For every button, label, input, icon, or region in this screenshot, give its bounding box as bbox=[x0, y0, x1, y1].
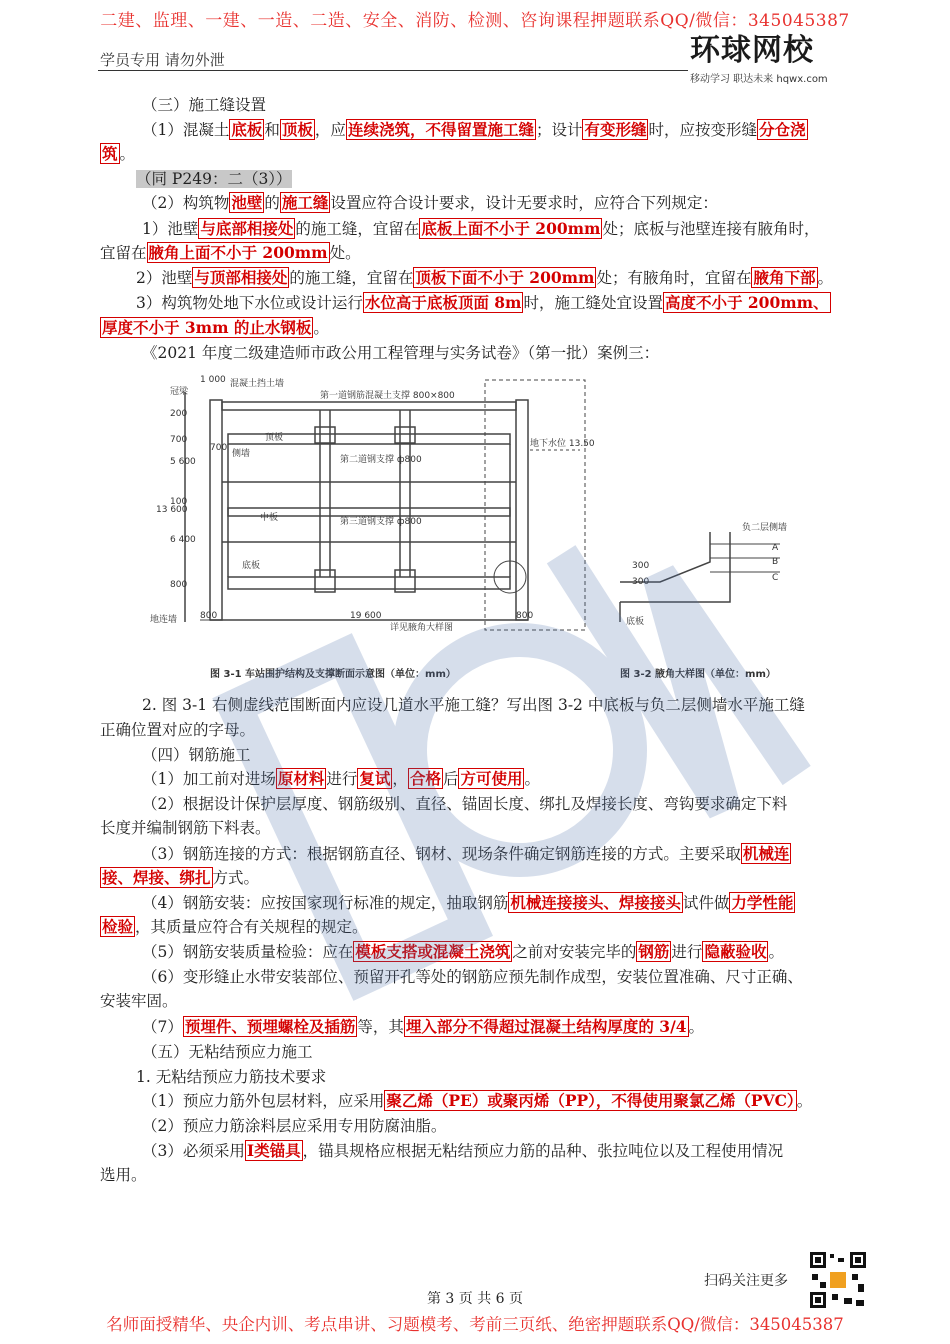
text-run: ，其质量应符合有关规程的规定。 bbox=[135, 918, 368, 936]
text-run: 等，其 bbox=[357, 1018, 404, 1036]
figure-3-2-labels bbox=[626, 521, 787, 627]
paragraph bbox=[100, 916, 870, 938]
dim-label: 6 400 bbox=[170, 535, 196, 545]
highlighted-term: 机械连接接头、焊接接头 bbox=[510, 893, 681, 912]
highlighted-term: 施工缝 bbox=[281, 193, 329, 212]
question-line: 正确位置对应的字母。 bbox=[100, 721, 256, 739]
paragraph bbox=[100, 143, 870, 165]
paragraph: （6）变形缝止水带安装部位、预留开孔等处的钢筋应预先制作成型，安装位置准确、尺寸正确、 bbox=[142, 968, 803, 986]
label-letter-c: C bbox=[772, 573, 779, 583]
paragraph bbox=[100, 1090, 912, 1112]
text-run: （4）钢筋安装：应按国家现行标准的规定，抽取钢筋 bbox=[142, 894, 509, 912]
label-neg2-wall: 负二层侧墙 bbox=[742, 523, 788, 533]
label-detail-ref: 详见腋角大样图 bbox=[390, 623, 454, 633]
bottom-banner: 名师面授精华、央企内训、考点串讲、习题模考、考前三页纸、绝密押题联系QQ/微信：345045387 bbox=[106, 1315, 844, 1334]
label-side-wall: 侧墙 bbox=[232, 449, 251, 459]
text-run: 宜留在 bbox=[100, 244, 147, 262]
highlighted-term: 与顶部相接处 bbox=[194, 268, 288, 287]
highlighted-term: 方可使用 bbox=[460, 769, 523, 788]
paragraph: 安装牢固。 bbox=[100, 992, 178, 1010]
text-run: （同 P249：二（3）） bbox=[136, 170, 292, 188]
label-strut-1: 第一道钢筋混凝土支撑 800×800 bbox=[320, 391, 455, 401]
highlighted-term: 有变形缝 bbox=[584, 120, 647, 139]
highlighted-term: 钢筋 bbox=[638, 942, 670, 961]
text-run: ， bbox=[392, 770, 408, 788]
section-title: （三）施工缝设置 bbox=[142, 96, 267, 114]
text-run: （1）加工前对进场 bbox=[142, 770, 276, 788]
paragraph bbox=[100, 867, 870, 889]
text-run: 方式。 bbox=[212, 869, 260, 887]
figure-caption: 图 3-2 腋角大样图（单位：mm） bbox=[620, 669, 776, 680]
paragraph bbox=[100, 1140, 912, 1162]
subsection-title: 1. 无粘结预应力筋技术要求 bbox=[136, 1068, 327, 1086]
label-letter-b: B bbox=[772, 557, 779, 567]
text-run: 后 bbox=[442, 770, 459, 788]
text-run: 进行 bbox=[326, 770, 358, 788]
label-top-slab: 顶板 bbox=[265, 433, 284, 443]
label-letter-a: A bbox=[772, 543, 779, 553]
highlighted-term: 顶板 bbox=[281, 120, 313, 139]
highlighted-term: 分仓浇 bbox=[759, 120, 806, 139]
highlighted-term: 接、焊接、绑扎 bbox=[102, 868, 211, 887]
text-run: ；设计 bbox=[535, 121, 583, 139]
highlighted-term: 检验 bbox=[102, 917, 134, 936]
dim-label: 19 600 bbox=[350, 611, 382, 621]
paragraph bbox=[100, 218, 912, 240]
highlighted-term: 高度不小于 200mm、 bbox=[664, 293, 829, 312]
reference-note bbox=[100, 168, 906, 190]
text-run: 。 bbox=[119, 145, 136, 163]
dim-label: 300 bbox=[632, 561, 650, 571]
text-run: （2）构筑物 bbox=[142, 194, 230, 212]
highlighted-term: 底板上面不小于 200mm bbox=[421, 219, 601, 238]
highlighted-term: 隐蔽验收 bbox=[704, 942, 767, 961]
paragraph bbox=[100, 768, 912, 790]
scan-prompt: 扫码关注更多 bbox=[704, 1273, 788, 1289]
paragraph: （2）根据设计保护层厚度、钢筋级别、直径、锚固长度、绑扎及焊接长度、弯钩要求确定下料 bbox=[142, 795, 788, 813]
paragraph bbox=[100, 941, 912, 963]
text-run: 时，施工缝处宜设置 bbox=[523, 294, 663, 312]
label-base-slab: 底板 bbox=[626, 617, 645, 627]
dim-label: 800 bbox=[170, 580, 188, 590]
text-run: 处；底板与池壁连接有腋角时， bbox=[602, 220, 820, 238]
text-run: 。 bbox=[768, 943, 784, 961]
text-run: ，应 bbox=[314, 121, 346, 139]
text-run: （3）必须采用 bbox=[142, 1142, 245, 1160]
page-number: 第 3 页 共 6 页 bbox=[426, 1291, 524, 1307]
highlighted-term: 腋角上面不小于 200mm bbox=[148, 243, 328, 262]
highlighted-term: 池壁 bbox=[231, 193, 263, 212]
text-run: 的施工缝，宜留在 bbox=[295, 220, 420, 238]
paragraph bbox=[100, 843, 912, 865]
text-run: 的 bbox=[264, 194, 280, 212]
text-run: 。 bbox=[688, 1018, 705, 1036]
text-run: 进行 bbox=[671, 943, 703, 961]
text-run: 3）构筑物处地下水位或设计运行 bbox=[136, 294, 363, 312]
paragraph: 选用。 bbox=[100, 1166, 147, 1184]
text-run: ，锚具规格应根据无粘结预应力筋的品种、张拉吨位以及工程使用情况 bbox=[302, 1142, 784, 1160]
paragraph: （2）预应力筋涂料层应采用专用防腐油脂。 bbox=[142, 1117, 447, 1135]
text-run: 1）池壁 bbox=[142, 220, 199, 238]
label-diaphragm-wall: 地连墙 bbox=[150, 615, 178, 625]
highlighted-term: 埋入部分不得超过混凝土结构厚度的 3/4 bbox=[405, 1017, 687, 1036]
paragraph bbox=[100, 267, 906, 289]
logo-sub: 移动学习 职达未来 hqwx.com bbox=[690, 74, 828, 85]
exam-reference: 《2021 年度二级建造师市政公用工程管理与实务试卷》（第一批）案例三： bbox=[142, 344, 660, 362]
text-run: 处。 bbox=[329, 244, 361, 262]
paragraph bbox=[100, 317, 870, 339]
label-groundwater: 地下水位 13.50 bbox=[530, 439, 595, 449]
highlighted-term: 顶板下面不小于 200mm bbox=[415, 268, 595, 287]
text-run: 处；有腋角时，宜留在 bbox=[596, 269, 752, 287]
highlighted-term: 力学性能 bbox=[731, 893, 794, 912]
highlighted-term: Ⅰ类锚具 bbox=[246, 1141, 301, 1160]
paragraph bbox=[100, 1016, 912, 1038]
highlighted-term: 腋角下部 bbox=[753, 268, 816, 287]
text-run: （3）钢筋连接的方式：根据钢筋直径、钢材、现场条件确定钢筋连接的方式。主要采取 bbox=[142, 845, 741, 863]
dim-label: 800 bbox=[200, 611, 218, 621]
text-run: 。 bbox=[817, 269, 834, 287]
text-run: 2）池壁 bbox=[136, 269, 193, 287]
label-retaining-wall: 混凝土挡土墙 bbox=[230, 379, 285, 389]
text-run: 和 bbox=[264, 121, 280, 139]
text-run: 。 bbox=[524, 770, 540, 788]
highlighted-term: 机械连 bbox=[742, 844, 790, 863]
label-mid-slab: 中板 bbox=[260, 513, 279, 523]
paragraph bbox=[100, 292, 906, 314]
paragraph: 长度并编制钢筋下料表。 bbox=[100, 819, 271, 837]
highlighted-term: 与底部相接处 bbox=[200, 219, 294, 238]
logo-main: 环球网校 bbox=[690, 33, 814, 68]
paragraph bbox=[100, 192, 912, 214]
dim-label: 1 000 bbox=[200, 375, 226, 385]
figure-3-1 bbox=[185, 380, 585, 630]
text-run: （7） bbox=[142, 1018, 183, 1036]
question-line: 2. 图 3-1 右侧虚线范围断面内应设几道水平施工缝？写出图 3-2 中底板与负二层侧墙水平施工缝 bbox=[142, 696, 805, 714]
paragraph bbox=[100, 242, 870, 264]
highlighted-term: 连续浇筑，不得留置施工缝 bbox=[347, 120, 534, 139]
highlighted-term: 水位高于底板顶面 8m bbox=[364, 293, 522, 312]
text-run: （1）混凝土 bbox=[142, 121, 230, 139]
paragraph bbox=[100, 119, 912, 141]
header-rule bbox=[98, 70, 688, 71]
label-strut-2: 第二道钢支撑 ф800 bbox=[340, 455, 422, 465]
dim-label: 800 bbox=[516, 611, 534, 621]
dim-label: 5 600 bbox=[170, 457, 196, 467]
text-run: 时，应按变形缝 bbox=[648, 121, 757, 139]
section-title: （五）无粘结预应力施工 bbox=[142, 1043, 313, 1061]
text-run: （1）预应力筋外包层材料，应采用 bbox=[142, 1092, 385, 1110]
highlighted-term: 聚乙烯（PE）或聚丙烯（PP），不得使用聚氯乙烯（PVC） bbox=[386, 1091, 795, 1110]
dim-label: 13 600 bbox=[156, 505, 188, 515]
highlighted-term: 合格 bbox=[409, 769, 441, 788]
highlighted-term: 模板支搭或混凝土浇筑 bbox=[355, 942, 511, 961]
brand-logo bbox=[690, 34, 870, 92]
dim-label: 100 bbox=[170, 497, 188, 507]
highlighted-term: 底板 bbox=[231, 120, 263, 139]
text-run: 设置应符合设计要求，设计无要求时，应符合下列规定： bbox=[330, 194, 718, 212]
top-banner: 二建、监理、一建、一造、二造、安全、消防、检测、咨询课程押题联系QQ/微信：345045387 bbox=[100, 11, 850, 31]
label-bottom-slab: 底板 bbox=[242, 561, 261, 571]
text-run: 试件做 bbox=[682, 894, 730, 912]
dim-label: 300 bbox=[632, 577, 650, 587]
figure-caption: 图 3-1 车站围护结构及支撑断面示意图（单位：mm） bbox=[210, 669, 456, 680]
text-run: 之前对安装完毕的 bbox=[512, 943, 637, 961]
student-note: 学员专用 请勿外泄 bbox=[100, 51, 225, 69]
highlighted-term: 筑 bbox=[102, 144, 118, 163]
highlighted-term: 厚度不小于 3mm 的止水钢板 bbox=[102, 318, 312, 337]
text-run: 的施工缝，宜留在 bbox=[289, 269, 414, 287]
dim-label: 200 bbox=[170, 409, 188, 419]
dim-label: 700 bbox=[170, 435, 188, 445]
label-strut-3: 第三道钢支撑 ф800 bbox=[340, 517, 422, 527]
paragraph bbox=[100, 892, 912, 914]
highlighted-term: 复试 bbox=[359, 769, 391, 788]
highlighted-term: 预埋件、预埋螺栓及插筋 bbox=[184, 1017, 356, 1036]
engineering-figure bbox=[150, 372, 870, 682]
text-run: （5）钢筋安装质量检验：应在 bbox=[142, 943, 354, 961]
highlighted-term: 原材料 bbox=[277, 769, 325, 788]
label-guanliang: 冠梁 bbox=[170, 387, 189, 397]
dim-label: 700 bbox=[210, 443, 228, 453]
section-title: （四）钢筋施工 bbox=[142, 746, 251, 764]
text-run: 。 bbox=[313, 319, 329, 337]
text-run: 。 bbox=[796, 1092, 813, 1110]
